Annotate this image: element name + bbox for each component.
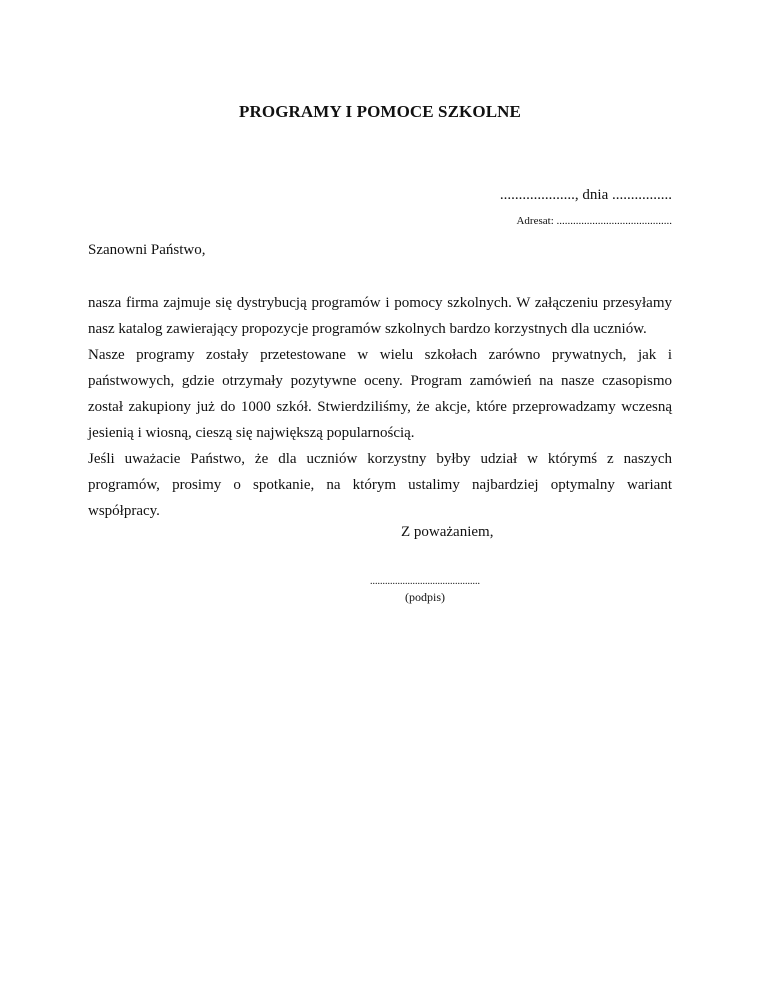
document-title: PROGRAMY I POMOCE SZKOLNE xyxy=(239,102,521,121)
letter-body xyxy=(88,290,672,524)
signature-line: ............................................ xyxy=(370,576,480,587)
closing-phrase: Z poważaniem, xyxy=(401,524,494,540)
body-paragraph-3: Jeśli uważacie Państwo, że dla uczniów korzystny byłby udział w którymś z naszych programów, prosimy o spotkanie, na którym ustalimy najbardziej optymalny wariant współpracy. xyxy=(88,451,672,519)
addressee-value: : .......................................... xyxy=(550,215,672,227)
body-paragraph-2: Nasze programy zostały przetestowane w wielu szkołach zarówno prywatnych, jak i państwowych, gdzie otrzymały pozytywne oceny. Program zamówień na nasze czasopismo został zakupiony już do 1000 szkół. Stwierdziliśmy, że akcje, które przeprowadzamy wczesną jesienią i wiosną, cieszą się największą popularnością. xyxy=(88,347,672,441)
addressee-field xyxy=(516,215,672,227)
body-paragraph-1: nasza firma zajmuje się dystrybucją programów i pomocy szkolnych. W załączeniu przesyłamy nasz katalog zawierający propozycje programów szkolnych bardzo korzystnych dla uczniów. xyxy=(88,295,672,337)
salutation: Szanowni Państwo, xyxy=(88,242,206,258)
place-date-field: ...................., dnia ................ xyxy=(499,187,672,203)
signature-caption: (podpis) xyxy=(405,590,445,604)
addressee-label: Adresat xyxy=(516,215,551,227)
